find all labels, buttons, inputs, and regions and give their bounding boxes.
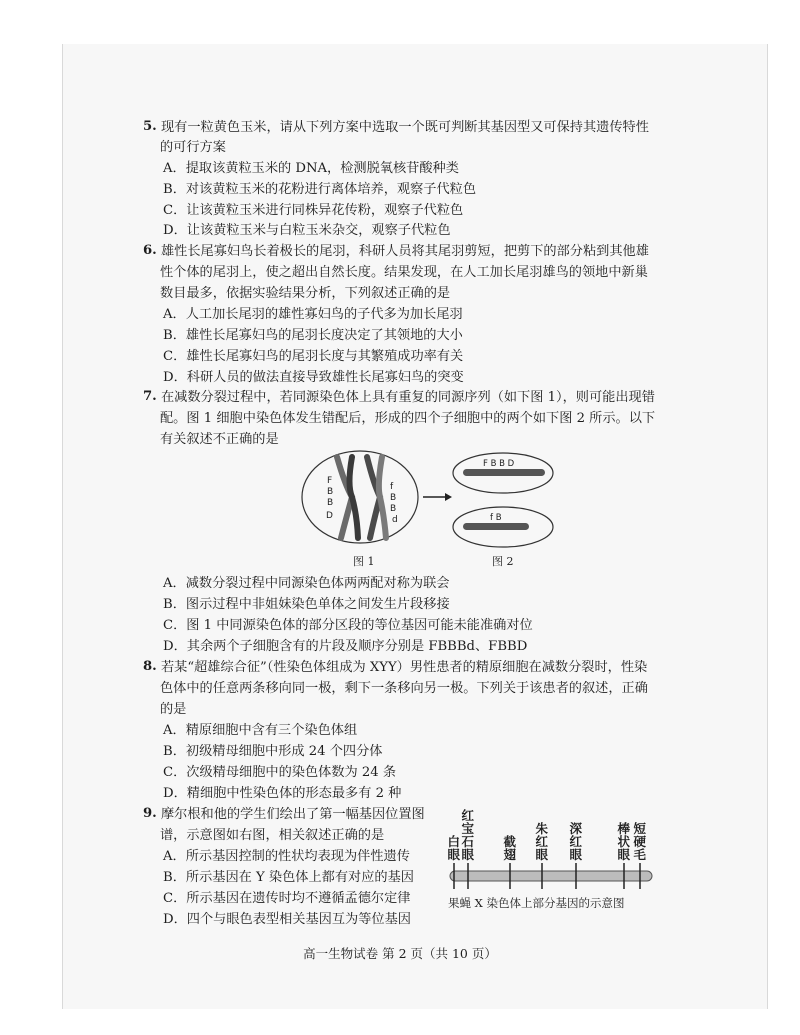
gene-label-char: 白 <box>447 834 461 849</box>
question-7-option-a: A．减数分裂过程中同源染色体两两配对称为联会 <box>163 576 450 591</box>
gene-label-char: 红 <box>569 834 583 849</box>
figure1-right-label-2: B <box>390 493 397 503</box>
figure2-chromosome-bottom <box>463 523 529 530</box>
figure1-left-label-1: F <box>327 476 333 486</box>
gene-label-char: 深 <box>569 821 583 836</box>
question-7-stem-line2: 配。图 1 细胞中染色体发生错配后，形成的四个子细胞中的两个如下图 2 所示。以下 <box>160 411 656 426</box>
gene-label-char: 石 <box>461 834 475 849</box>
question-8-number: 8. <box>143 659 157 674</box>
page-footer: 高一生物试卷 第 2 页（共 10 页） <box>303 946 497 961</box>
question-8-option-b: B．初级精母细胞中形成 24 个四分体 <box>163 744 383 759</box>
gene-label-char: 红 <box>535 834 549 849</box>
question-8-stem-line2: 色体中的任意两条移向同一极，剩下一条移向另一极。下列关于该患者的叙述，正确 <box>160 681 648 696</box>
question-7-option-d: D．其余两个子细胞含有的片段及顺序分别是 FBBBd、FBBD <box>163 639 528 654</box>
question-6-option-c: C．雄性长尾寡妇鸟的尾羽长度与其繁殖成功率有关 <box>163 349 464 364</box>
question-6-number: 6. <box>143 243 157 258</box>
gene-label-char: 短 <box>633 821 647 836</box>
question-6-option-b: B．雄性长尾寡妇鸟的尾羽长度决定了其领地的大小 <box>163 328 463 343</box>
figure1-left-label-4: D <box>326 511 333 521</box>
question-8-option-d: D．精细胞中性染色体的形态最多有 2 种 <box>163 786 402 801</box>
arrow-head <box>445 493 452 501</box>
x-chromosome-bar <box>450 871 652 881</box>
question-6-stem-line2: 性个体的尾羽上，使之超出自然长度。结果发现，在人工加长尾羽雄鸟的领地中新巢 <box>160 265 648 280</box>
question-9-option-c: C．所示基因在遗传时均不遵循孟德尔定律 <box>163 891 411 906</box>
question-9-stem-line2: 谱，示意图如右图，相关叙述正确的是 <box>160 828 385 843</box>
question-6-stem-line1: 雄性长尾寡妇鸟长着极长的尾羽，科研人员将其尾羽剪短，把剪下的部分粘到其他雄 <box>161 244 649 259</box>
gene-label-char: 状 <box>617 834 631 849</box>
question-6-stem-line3: 数目最多，依据实验结果分析，下列叙述正确的是 <box>160 286 451 301</box>
gene-label-char: 翅 <box>503 847 517 862</box>
figure2-caption: 图 2 <box>492 555 514 568</box>
figure1-right-label-3: B <box>390 504 397 514</box>
gene-label-char: 眼 <box>461 847 475 862</box>
gene-map-caption: 果蝇 X 染色体上部分基因的示意图 <box>448 896 625 910</box>
question-8-option-c: C．次级精母细胞中的染色体数为 24 条 <box>163 765 397 780</box>
question-7-number: 7. <box>143 389 157 404</box>
figure2-top-labels: F B B D <box>483 459 515 469</box>
gene-label-char: 截 <box>503 834 517 849</box>
question-7-option-b: B．图示过程中非姐妹染色单体之间发生片段移接 <box>163 597 450 612</box>
figure1-right-label-4: d <box>392 515 398 525</box>
figure2-chromosome-top <box>463 469 545 476</box>
gene-label-char: 宝 <box>461 821 475 836</box>
question-6-option-a: A．人工加长尾羽的雄性寡妇鸟的子代多为加长尾羽 <box>163 307 463 322</box>
figure2-bottom-labels: f B <box>490 513 502 523</box>
question-9-option-a: A．所示基因控制的性状均表现为伴性遗传 <box>163 849 410 864</box>
gene-label-char: 眼 <box>535 847 549 862</box>
question-5-option-c: C．让该黄粒玉米进行同株异花传粉，观察子代粒色 <box>163 203 464 218</box>
question-7-option-c: C．图 1 中同源染色体的部分区段的等位基因可能未能准确对位 <box>163 618 533 633</box>
question-5-stem-line1: 现有一粒黄色玉米，请从下列方案中选取一个既可判断其基因型又可保持其遗传特性 <box>161 120 649 135</box>
figure1-left-chromosome-b <box>350 457 359 538</box>
gene-label-char: 眼 <box>447 847 461 862</box>
gene-label-char: 红 <box>461 808 475 823</box>
question-6-option-d: D．科研人员的做法直接导致雄性长尾寡妇鸟的突变 <box>163 370 464 385</box>
question-5-option-d: D．让该黄粒玉米与白粒玉米杂交，观察子代粒色 <box>163 223 451 238</box>
figure1-right-chromosome-b <box>379 457 386 538</box>
question-7-stem-line3: 有关叙述不正确的是 <box>160 432 279 447</box>
gene-map-figure <box>440 795 660 915</box>
question-7-stem-line1: 在减数分裂过程中，若同源染色体上具有重复的同源序列（如下图 1），则可能出现错 <box>161 390 655 405</box>
gene-label-char: 眼 <box>569 847 583 862</box>
question-8-stem-line3: 的是 <box>160 702 187 717</box>
question-8-stem-line1: 若某“超雄综合征”（性染色体组成为 XYY）男性患者的精原细胞在减数分裂时，性染 <box>161 660 648 675</box>
figure1-left-label-3: B <box>327 498 334 508</box>
figure1-right-label-1: f <box>390 482 394 492</box>
question-8-option-a: A．精原细胞中含有三个染色体组 <box>163 723 358 738</box>
question-5-option-a: A．提取该黄粒玉米的 DNA，检测脱氧核苷酸种类 <box>163 161 459 176</box>
question-5-number: 5. <box>143 119 157 134</box>
question-9-option-d: D．四个与眼色表型相关基因互为等位基因 <box>163 912 411 927</box>
question-5-stem-line2: 的可行方案 <box>160 140 226 155</box>
gene-label-char: 眼 <box>617 847 631 862</box>
question-9-option-b: B．所示基因在 Y 染色体上都有对应的基因 <box>163 870 414 885</box>
gene-label-char: 朱 <box>535 821 549 836</box>
gene-label-char: 硬 <box>633 834 647 849</box>
gene-label-char: 棒 <box>617 821 631 836</box>
question-9-stem-line1: 摩尔根和他的学生们绘出了第一幅基因位置图 <box>161 807 425 822</box>
question-5-option-b: B．对该黄粒玉米的花粉进行离体培养，观察子代粒色 <box>163 182 477 197</box>
chromosome-figure <box>300 445 560 570</box>
figure1-caption: 图 1 <box>353 555 375 568</box>
gene-label-char: 毛 <box>633 847 647 862</box>
question-9-number: 9. <box>143 806 157 821</box>
figure1-left-label-2: B <box>327 487 334 497</box>
